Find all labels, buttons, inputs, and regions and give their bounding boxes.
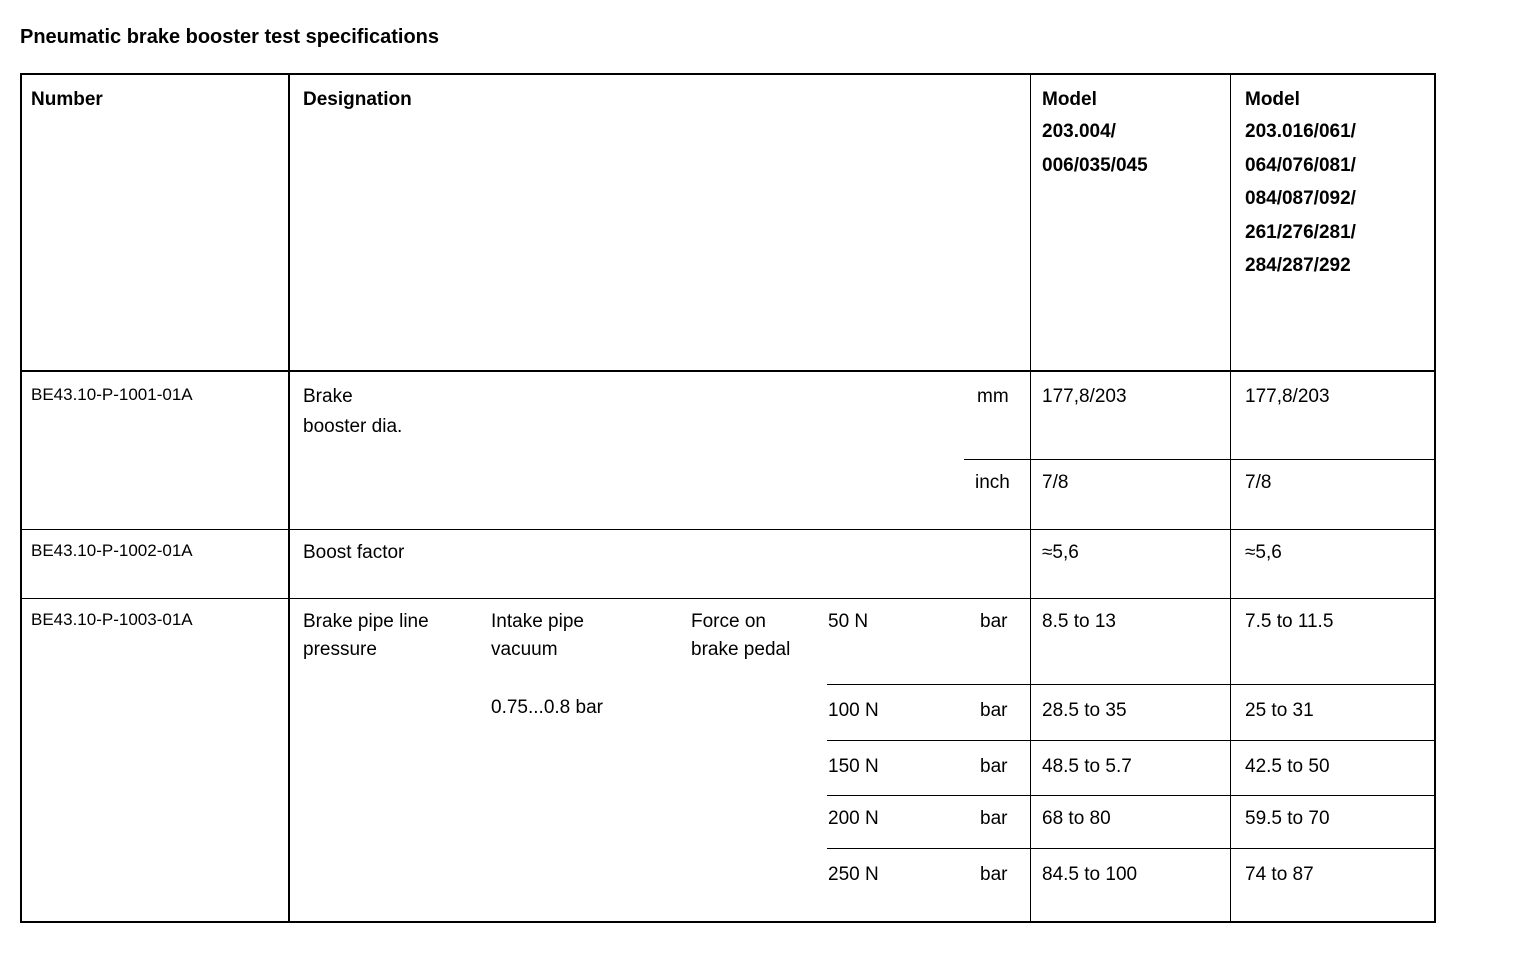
column-divider-model-a [1030, 73, 1031, 921]
force-label-line2: brake pedal [691, 639, 791, 660]
value-pressure-model-a: 84.5 to 100 [1042, 864, 1138, 885]
header-divider [20, 370, 1434, 372]
header-model-b-label: Model [1245, 89, 1300, 110]
value-pressure-model-b: 59.5 to 70 [1245, 808, 1330, 829]
unit-bar: bar [980, 611, 1008, 632]
header-model-a-code: 203.004/ [1042, 121, 1116, 142]
unit-mm: mm [977, 386, 1009, 407]
intake-value: 0.75...0.8 bar [491, 697, 603, 718]
value-boost-model-a: ≈5,6 [1042, 542, 1079, 563]
value-pressure-model-b: 25 to 31 [1245, 700, 1314, 721]
value-diameter-mm-model-a: 177,8/203 [1042, 386, 1127, 407]
value-pressure-model-a: 28.5 to 35 [1042, 700, 1127, 721]
column-divider-model-b [1230, 73, 1231, 921]
header-model-b-code: 064/076/081/ [1245, 154, 1356, 176]
force-value: 150 N [828, 756, 879, 777]
header-model-a [1042, 85, 1148, 182]
header-model-a-label: Model [1042, 89, 1097, 110]
row-divider-inch [964, 459, 1434, 460]
intake-label-line2: vacuum [491, 639, 558, 660]
header-model-b-code: 203.016/061/ [1245, 121, 1356, 142]
unit-bar: bar [980, 808, 1008, 829]
header-model-b-code: 284/287/292 [1245, 255, 1351, 276]
unit-inch: inch [975, 472, 1010, 493]
force-value: 250 N [828, 864, 879, 885]
designation-boost: Boost factor [303, 542, 405, 563]
row-divider-boost [20, 529, 1434, 530]
designation-pressure-line2: pressure [303, 639, 377, 660]
row-number-diameter: BE43.10-P-1001-01A [31, 385, 193, 404]
header-model-a-code: 006/035/045 [1042, 154, 1148, 176]
force-value: 100 N [828, 700, 879, 721]
row-number-boost: BE43.10-P-1002-01A [31, 541, 193, 560]
row-divider-pressure [20, 598, 1434, 599]
value-boost-model-b: ≈5,6 [1245, 542, 1282, 563]
unit-bar: bar [980, 700, 1008, 721]
value-pressure-model-b: 7.5 to 11.5 [1245, 611, 1334, 632]
row-divider-200n [827, 795, 1434, 796]
force-value: 50 N [828, 611, 869, 632]
value-diameter-inch-model-b: 7/8 [1245, 472, 1272, 493]
value-diameter-mm-model-b: 177,8/203 [1245, 386, 1330, 407]
header-number: Number [31, 89, 103, 110]
intake-label-line1: Intake pipe [491, 611, 584, 632]
value-pressure-model-b: 74 to 87 [1245, 864, 1314, 885]
header-designation: Designation [303, 89, 412, 110]
row-divider-150n [827, 740, 1434, 741]
designation-diameter-line2: booster dia. [303, 416, 403, 437]
value-pressure-model-a: 68 to 80 [1042, 808, 1111, 829]
value-pressure-model-a: 8.5 to 13 [1042, 611, 1116, 632]
designation-diameter-line1: Brake [303, 386, 353, 407]
row-divider-250n [827, 848, 1434, 849]
force-value: 200 N [828, 808, 879, 829]
force-label-line1: Force on [691, 611, 766, 632]
column-divider-number [288, 73, 290, 921]
row-number-pressure: BE43.10-P-1003-01A [31, 610, 193, 629]
unit-bar: bar [980, 864, 1008, 885]
unit-bar: bar [980, 756, 1008, 777]
header-model-b-code: 261/276/281/ [1245, 221, 1356, 243]
page-title: Pneumatic brake booster test specifications [20, 26, 440, 48]
value-pressure-model-a: 48.5 to 5.7 [1042, 756, 1132, 777]
value-pressure-model-b: 42.5 to 50 [1245, 756, 1330, 777]
header-model-b-code: 084/087/092/ [1245, 188, 1356, 209]
value-diameter-inch-model-a: 7/8 [1042, 472, 1069, 493]
designation-pressure-line1: Brake pipe line [303, 611, 429, 632]
row-divider-100n [827, 684, 1434, 685]
header-model-b [1245, 85, 1356, 283]
